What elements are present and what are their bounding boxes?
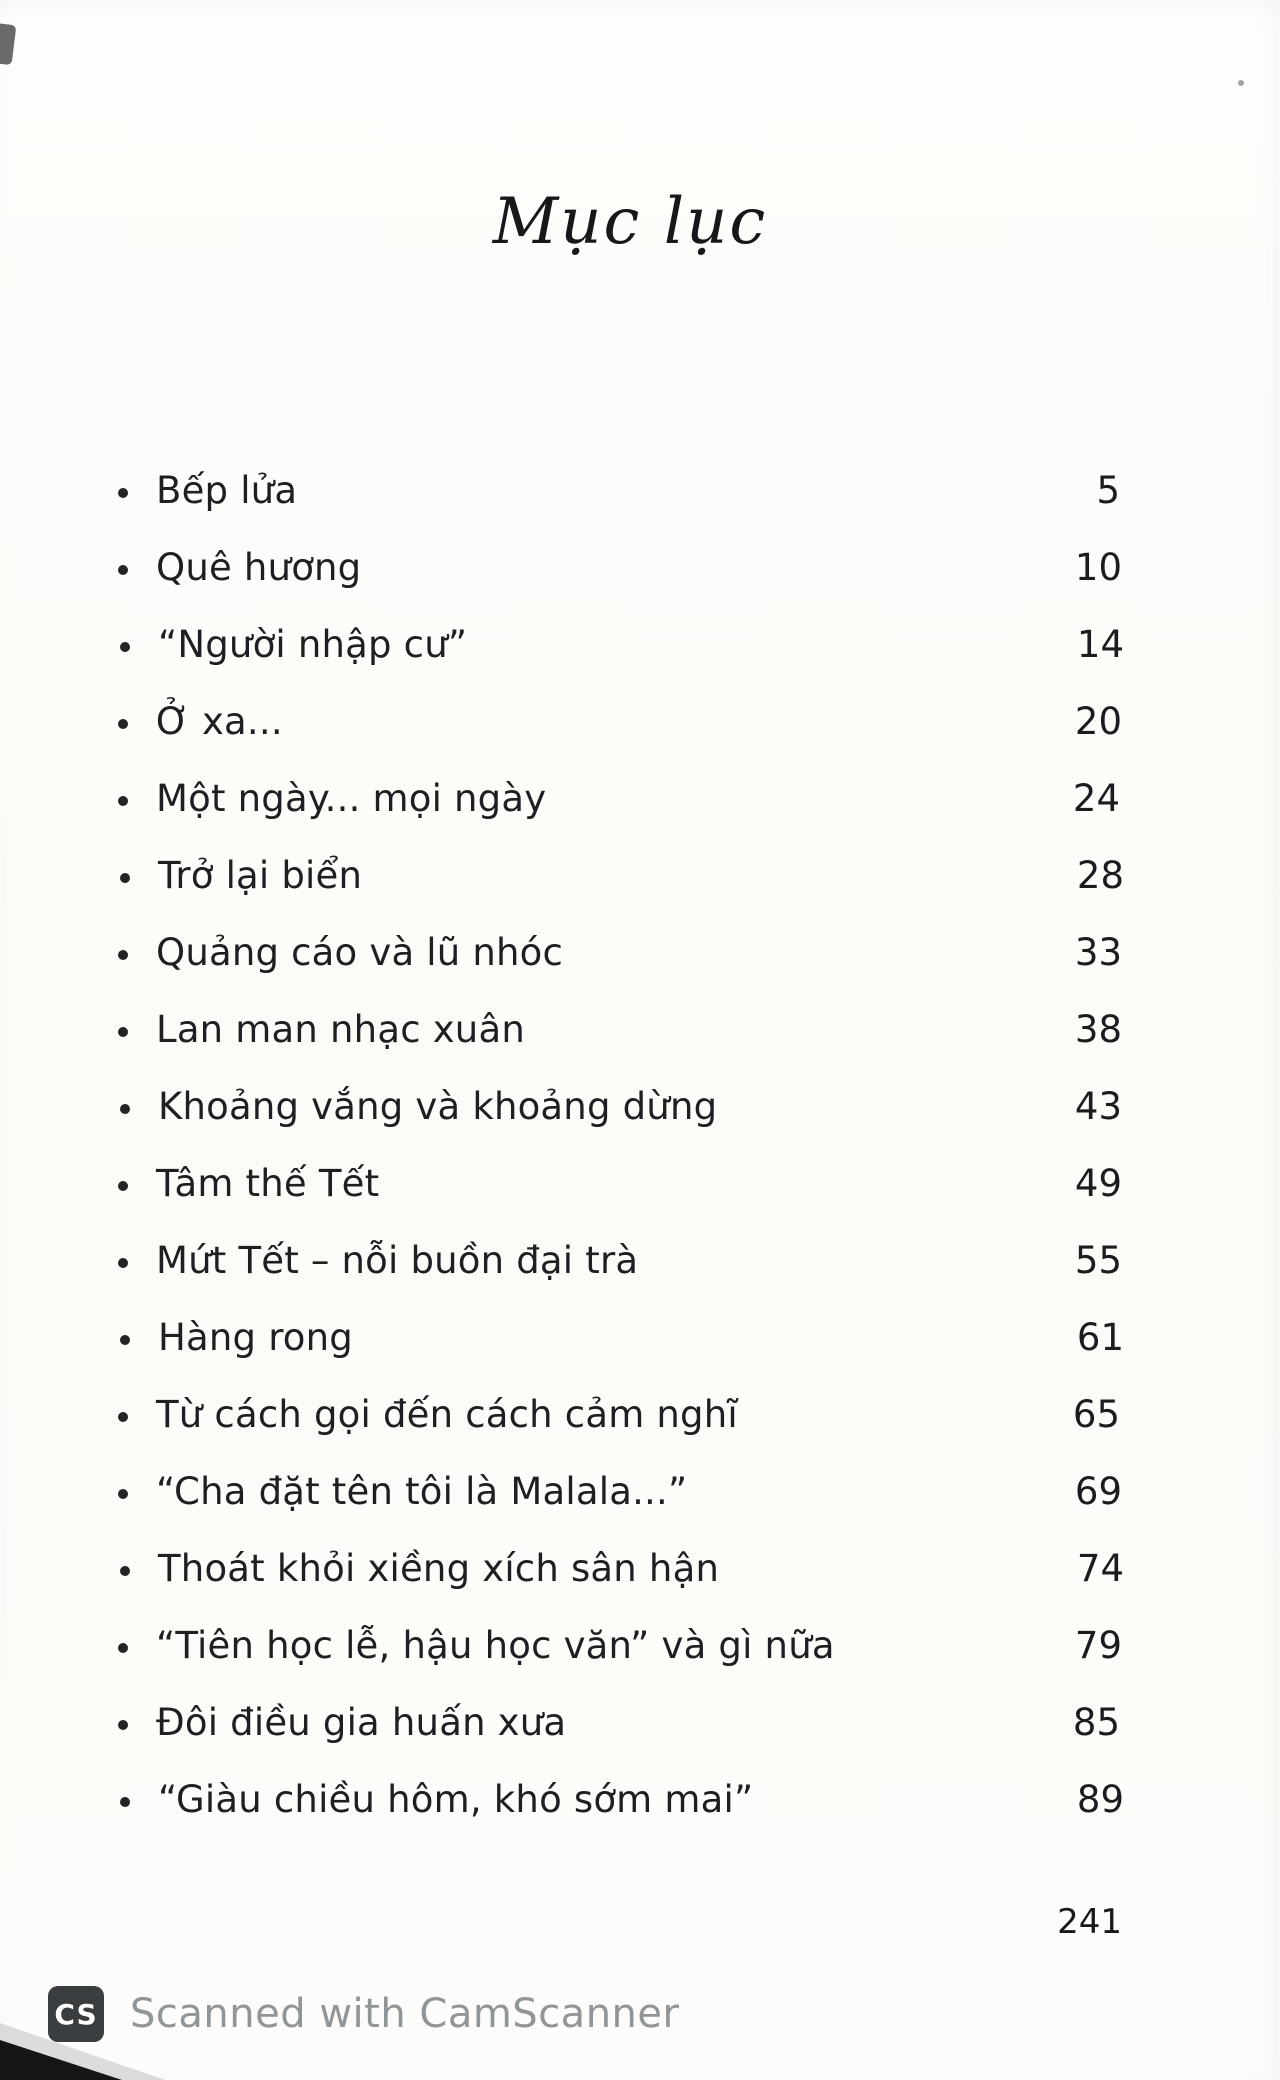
toc-entry	[120, 606, 1124, 683]
toc-entry-page: 69	[1074, 1470, 1122, 1513]
toc-entry-label: Bếp lửa	[156, 469, 298, 512]
bullet-icon	[118, 1489, 128, 1499]
toc-entry	[118, 914, 1122, 991]
toc-entry-label: Quê hương	[156, 546, 362, 589]
camscanner-logo	[48, 1986, 104, 2042]
toc-entry	[118, 760, 1122, 837]
bullet-icon	[118, 719, 128, 729]
toc-entry	[118, 1453, 1122, 1530]
toc-entry-label: “Người nhập cư”	[158, 623, 468, 666]
toc-entry	[118, 1222, 1122, 1299]
bullet-icon	[118, 488, 128, 498]
page-title: Mục lục	[492, 185, 768, 259]
bullet-icon	[118, 565, 128, 575]
toc-entry-page: 74	[1076, 1547, 1124, 1590]
toc-entry-page: 10	[1074, 546, 1122, 589]
toc-entry-label: Khoảng vắng và khoảng dừng	[158, 1085, 718, 1128]
toc-entry	[120, 1068, 1124, 1145]
toc-entry-page: 5	[1096, 469, 1120, 512]
toc-entry-label: “Giàu chiều hôm, khó sớm mai”	[158, 1778, 754, 1821]
toc-entry-label: Lan man nhạc xuân	[156, 1008, 525, 1051]
camscanner-logo-text: CS	[54, 1997, 98, 2031]
toc-entry	[118, 991, 1122, 1068]
folio-page-number: 241	[1057, 1902, 1122, 1942]
camscanner-footer	[48, 1986, 679, 2042]
bullet-icon	[118, 1412, 128, 1422]
toc-entry	[118, 683, 1122, 760]
bullet-icon	[118, 950, 128, 960]
toc-entry-label: Ở xa...	[156, 700, 283, 743]
toc-entry	[120, 1530, 1124, 1607]
toc-entry-label: “Cha đặt tên tôi là Malala...”	[156, 1470, 688, 1513]
bullet-icon	[118, 1258, 128, 1268]
scan-edge-artifact	[0, 23, 16, 65]
toc-entry-page: 20	[1074, 700, 1122, 743]
toc-entry-page: 38	[1074, 1008, 1122, 1051]
toc-entry-label: Mứt Tết – nỗi buồn đại trà	[156, 1239, 639, 1282]
toc-entry-page: 49	[1074, 1162, 1122, 1205]
bullet-icon	[120, 1566, 130, 1576]
bullet-icon	[120, 1335, 130, 1345]
bullet-icon	[118, 1027, 128, 1037]
scan-speck	[1238, 80, 1244, 86]
toc-entry-page: 89	[1076, 1778, 1124, 1821]
toc-entry-label: “Tiên học lễ, hậu học văn” và gì nữa	[156, 1624, 835, 1667]
toc-entry-label: Trở lại biển	[158, 854, 363, 897]
toc-entry-page: 28	[1076, 854, 1124, 897]
toc-entry	[118, 1684, 1122, 1761]
bullet-icon	[120, 1797, 130, 1807]
toc-entry	[118, 1607, 1122, 1684]
camscanner-watermark-text: Scanned with CamScanner	[130, 1991, 680, 2037]
toc-entry-page: 33	[1074, 931, 1122, 974]
toc-entry	[120, 1299, 1124, 1376]
bullet-icon	[118, 796, 128, 806]
toc-entry-label: Đôi điều gia huấn xưa	[156, 1701, 567, 1744]
toc-entry-label: Tâm thế Tết	[156, 1162, 380, 1205]
toc-entry	[118, 1145, 1122, 1222]
toc-entry	[120, 1761, 1124, 1838]
bullet-icon	[120, 1104, 130, 1114]
toc-entry-page: 79	[1074, 1624, 1122, 1667]
toc-entry-label: Thoát khỏi xiềng xích sân hận	[158, 1547, 720, 1590]
toc-entry	[118, 452, 1122, 529]
toc-list	[118, 452, 1122, 1838]
toc-entry-label: Từ cách gọi đến cách cảm nghĩ	[156, 1393, 738, 1436]
toc-entry-page: 14	[1076, 623, 1124, 666]
toc-entry-label: Một ngày... mọi ngày	[156, 777, 547, 820]
toc-entry-page: 85	[1072, 1701, 1120, 1744]
toc-entry	[120, 837, 1124, 914]
toc-entry-page: 24	[1072, 777, 1120, 820]
toc-entry-page: 43	[1074, 1085, 1122, 1128]
toc-entry-page: 65	[1072, 1393, 1120, 1436]
bullet-icon	[120, 873, 130, 883]
toc-entry	[118, 1376, 1122, 1453]
toc-entry-label: Quảng cáo và lũ nhóc	[156, 931, 564, 974]
toc-entry-page: 61	[1076, 1316, 1124, 1359]
toc-entry-page: 55	[1074, 1239, 1122, 1282]
bullet-icon	[118, 1181, 128, 1191]
bullet-icon	[118, 1643, 128, 1653]
toc-entry-label: Hàng rong	[158, 1316, 353, 1359]
bullet-icon	[118, 1720, 128, 1730]
bullet-icon	[120, 642, 130, 652]
toc-entry	[118, 529, 1122, 606]
